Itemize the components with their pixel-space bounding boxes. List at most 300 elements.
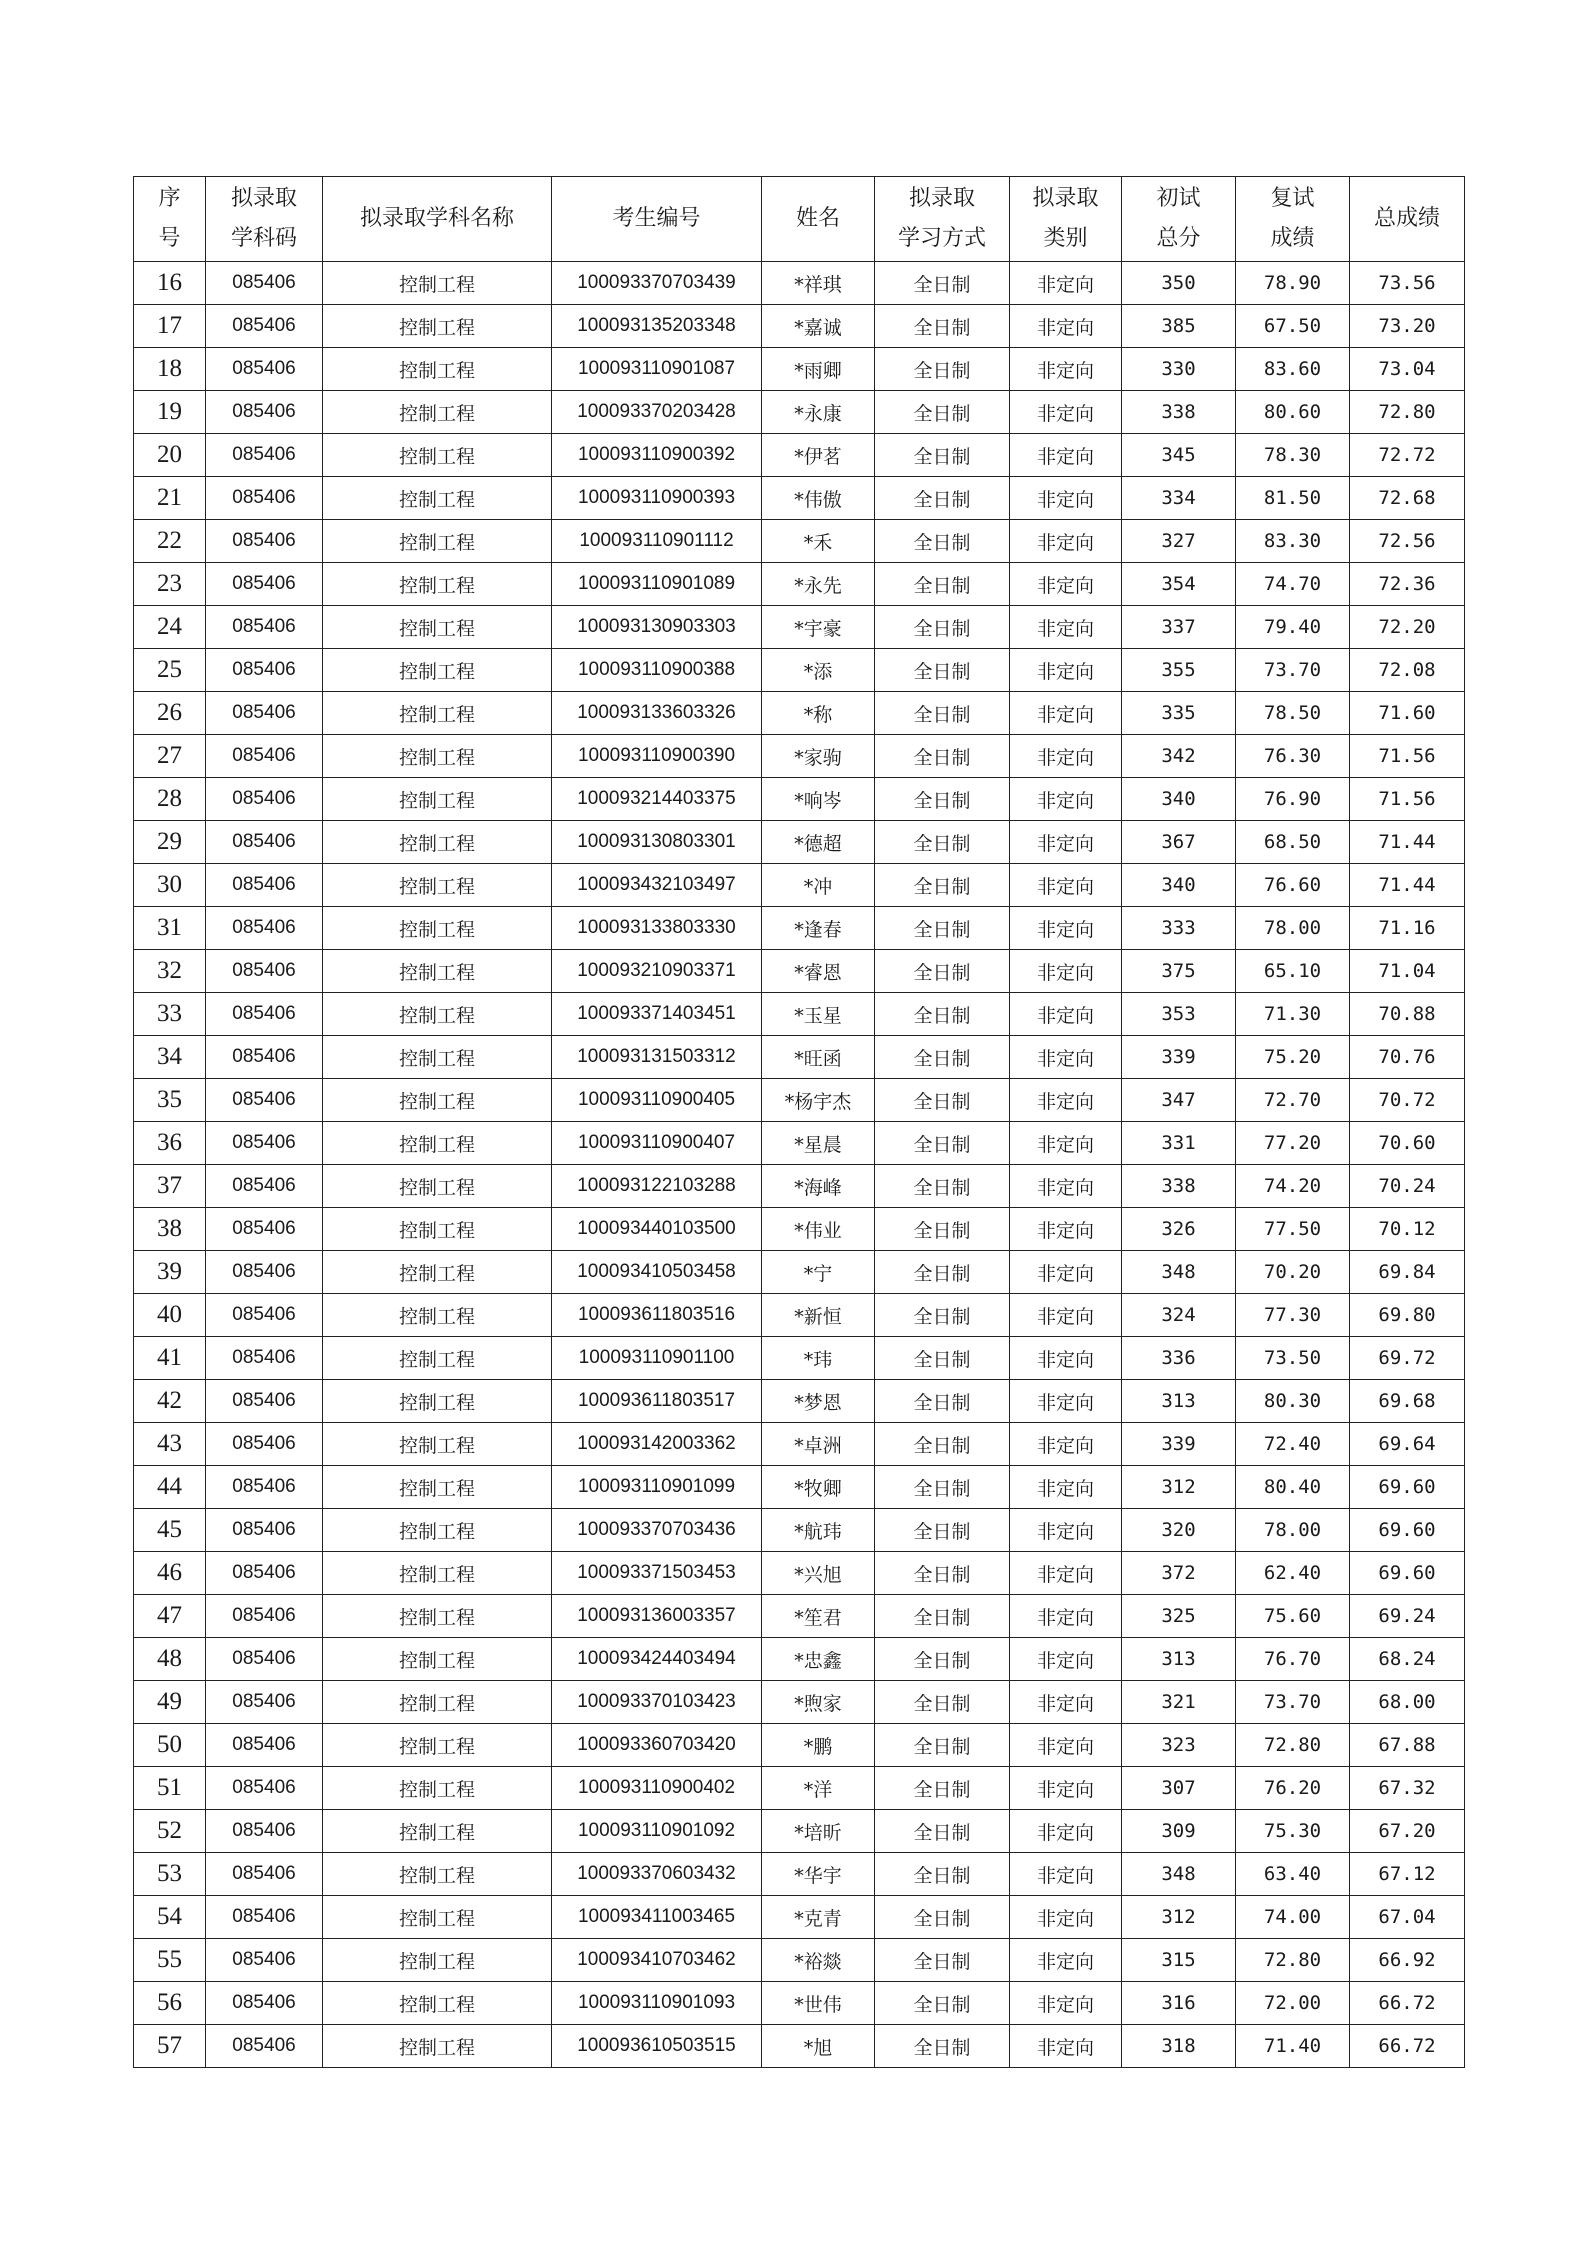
total-score-cell: 67.88 [1350, 1724, 1465, 1767]
subject-code-cell: 085406 [206, 1208, 323, 1251]
total-score-cell: 69.80 [1350, 1294, 1465, 1337]
name-cell: *宇豪 [762, 606, 875, 649]
category-cell: 非定向 [1010, 1251, 1122, 1294]
name-cell: *培昕 [762, 1810, 875, 1853]
subject-name-cell: 控制工程 [323, 1681, 552, 1724]
prelim-score-cell: 312 [1122, 1466, 1236, 1509]
candidate-id-cell: 100093110901099 [552, 1466, 762, 1509]
prelim-score-cell: 307 [1122, 1767, 1236, 1810]
study-mode-cell: 全日制 [875, 1982, 1010, 2025]
retest-score-cell: 76.20 [1236, 1767, 1350, 1810]
table-row [134, 1294, 1465, 1337]
candidate-id-cell: 100093133603326 [552, 692, 762, 735]
subject-name-cell: 控制工程 [323, 1810, 552, 1853]
category-cell: 非定向 [1010, 993, 1122, 1036]
seq-cell: 37 [134, 1165, 206, 1208]
subject-name-cell: 控制工程 [323, 1982, 552, 2025]
subject-name-cell: 控制工程 [323, 1896, 552, 1939]
seq-cell: 23 [134, 563, 206, 606]
table-row [134, 692, 1465, 735]
table-row [134, 391, 1465, 434]
table-row [134, 950, 1465, 993]
category-cell: 非定向 [1010, 1767, 1122, 1810]
retest-score-cell: 76.30 [1236, 735, 1350, 778]
subject-name-cell: 控制工程 [323, 1466, 552, 1509]
candidate-id-cell: 100093110901093 [552, 1982, 762, 2025]
category-cell: 非定向 [1010, 1595, 1122, 1638]
table-row [134, 1208, 1465, 1251]
prelim-score-cell: 354 [1122, 563, 1236, 606]
prelim-score-cell: 339 [1122, 1423, 1236, 1466]
table-row [134, 1810, 1465, 1853]
prelim-score-cell: 375 [1122, 950, 1236, 993]
prelim-score-cell: 353 [1122, 993, 1236, 1036]
name-cell: *添 [762, 649, 875, 692]
header-subject-code: 拟录取 学科码 [206, 177, 323, 262]
subject-name-cell: 控制工程 [323, 821, 552, 864]
prelim-score-cell: 335 [1122, 692, 1236, 735]
subject-code-cell: 085406 [206, 1380, 323, 1423]
subject-code-cell: 085406 [206, 1509, 323, 1552]
table-row [134, 477, 1465, 520]
total-score-cell: 70.88 [1350, 993, 1465, 1036]
retest-score-cell: 77.30 [1236, 1294, 1350, 1337]
candidate-id-cell: 100093122103288 [552, 1165, 762, 1208]
subject-code-cell: 085406 [206, 1165, 323, 1208]
category-cell: 非定向 [1010, 692, 1122, 735]
name-cell: *笙君 [762, 1595, 875, 1638]
subject-name-cell: 控制工程 [323, 520, 552, 563]
seq-cell: 46 [134, 1552, 206, 1595]
retest-score-cell: 80.30 [1236, 1380, 1350, 1423]
name-cell: *伊茗 [762, 434, 875, 477]
table-body [134, 262, 1465, 2068]
subject-name-cell: 控制工程 [323, 1036, 552, 1079]
study-mode-cell: 全日制 [875, 1853, 1010, 1896]
seq-cell: 29 [134, 821, 206, 864]
subject-code-cell: 085406 [206, 735, 323, 778]
study-mode-cell: 全日制 [875, 1380, 1010, 1423]
seq-cell: 45 [134, 1509, 206, 1552]
candidate-id-cell: 100093110901100 [552, 1337, 762, 1380]
seq-cell: 43 [134, 1423, 206, 1466]
prelim-score-cell: 313 [1122, 1638, 1236, 1681]
total-score-cell: 67.04 [1350, 1896, 1465, 1939]
retest-score-cell: 72.70 [1236, 1079, 1350, 1122]
table-row [134, 1853, 1465, 1896]
name-cell: *海峰 [762, 1165, 875, 1208]
total-score-cell: 69.68 [1350, 1380, 1465, 1423]
subject-name-cell: 控制工程 [323, 649, 552, 692]
category-cell: 非定向 [1010, 649, 1122, 692]
subject-code-cell: 085406 [206, 1853, 323, 1896]
header-prelim-score: 初试 总分 [1122, 177, 1236, 262]
seq-cell: 48 [134, 1638, 206, 1681]
study-mode-cell: 全日制 [875, 262, 1010, 305]
name-cell: *卓洲 [762, 1423, 875, 1466]
retest-score-cell: 67.50 [1236, 305, 1350, 348]
name-cell: *冲 [762, 864, 875, 907]
retest-score-cell: 71.40 [1236, 2025, 1350, 2068]
total-score-cell: 71.56 [1350, 778, 1465, 821]
subject-code-cell: 085406 [206, 993, 323, 1036]
candidate-id-cell: 100093135203348 [552, 305, 762, 348]
prelim-score-cell: 325 [1122, 1595, 1236, 1638]
total-score-cell: 73.20 [1350, 305, 1465, 348]
candidate-id-cell: 100093410703462 [552, 1939, 762, 1982]
retest-score-cell: 80.40 [1236, 1466, 1350, 1509]
retest-score-cell: 75.30 [1236, 1810, 1350, 1853]
subject-name-cell: 控制工程 [323, 1251, 552, 1294]
retest-score-cell: 78.00 [1236, 1509, 1350, 1552]
study-mode-cell: 全日制 [875, 348, 1010, 391]
category-cell: 非定向 [1010, 1638, 1122, 1681]
subject-name-cell: 控制工程 [323, 563, 552, 606]
category-cell: 非定向 [1010, 563, 1122, 606]
study-mode-cell: 全日制 [875, 1165, 1010, 1208]
candidate-id-cell: 100093110900390 [552, 735, 762, 778]
category-cell: 非定向 [1010, 778, 1122, 821]
study-mode-cell: 全日制 [875, 477, 1010, 520]
study-mode-cell: 全日制 [875, 1079, 1010, 1122]
name-cell: *永康 [762, 391, 875, 434]
subject-code-cell: 085406 [206, 434, 323, 477]
retest-score-cell: 77.20 [1236, 1122, 1350, 1165]
prelim-score-cell: 318 [1122, 2025, 1236, 2068]
retest-score-cell: 74.70 [1236, 563, 1350, 606]
prelim-score-cell: 324 [1122, 1294, 1236, 1337]
subject-name-cell: 控制工程 [323, 1423, 552, 1466]
candidate-id-cell: 100093110900392 [552, 434, 762, 477]
total-score-cell: 71.16 [1350, 907, 1465, 950]
seq-cell: 16 [134, 262, 206, 305]
candidate-id-cell: 100093370103423 [552, 1681, 762, 1724]
table-row [134, 520, 1465, 563]
candidate-id-cell: 100093110900407 [552, 1122, 762, 1165]
subject-code-cell: 085406 [206, 1122, 323, 1165]
prelim-score-cell: 348 [1122, 1251, 1236, 1294]
total-score-cell: 73.56 [1350, 262, 1465, 305]
category-cell: 非定向 [1010, 1466, 1122, 1509]
candidate-id-cell: 100093110901092 [552, 1810, 762, 1853]
prelim-score-cell: 355 [1122, 649, 1236, 692]
prelim-score-cell: 347 [1122, 1079, 1236, 1122]
retest-score-cell: 78.90 [1236, 262, 1350, 305]
seq-cell: 36 [134, 1122, 206, 1165]
seq-cell: 21 [134, 477, 206, 520]
prelim-score-cell: 385 [1122, 305, 1236, 348]
prelim-score-cell: 340 [1122, 864, 1236, 907]
name-cell: *玮 [762, 1337, 875, 1380]
study-mode-cell: 全日制 [875, 950, 1010, 993]
total-score-cell: 69.24 [1350, 1595, 1465, 1638]
prelim-score-cell: 323 [1122, 1724, 1236, 1767]
seq-cell: 51 [134, 1767, 206, 1810]
name-cell: *称 [762, 692, 875, 735]
seq-cell: 18 [134, 348, 206, 391]
candidate-id-cell: 100093210903371 [552, 950, 762, 993]
category-cell: 非定向 [1010, 1079, 1122, 1122]
subject-code-cell: 085406 [206, 649, 323, 692]
subject-name-cell: 控制工程 [323, 950, 552, 993]
header-study-mode: 拟录取 学习方式 [875, 177, 1010, 262]
subject-name-cell: 控制工程 [323, 1294, 552, 1337]
name-cell: *星晨 [762, 1122, 875, 1165]
seq-cell: 28 [134, 778, 206, 821]
subject-code-cell: 085406 [206, 1466, 323, 1509]
table-row [134, 1552, 1465, 1595]
subject-code-cell: 085406 [206, 1251, 323, 1294]
seq-cell: 49 [134, 1681, 206, 1724]
subject-name-cell: 控制工程 [323, 692, 552, 735]
subject-code-cell: 085406 [206, 907, 323, 950]
table-row [134, 1079, 1465, 1122]
seq-cell: 44 [134, 1466, 206, 1509]
category-cell: 非定向 [1010, 1724, 1122, 1767]
subject-code-cell: 085406 [206, 821, 323, 864]
retest-score-cell: 80.60 [1236, 391, 1350, 434]
name-cell: *祥琪 [762, 262, 875, 305]
table-header-row [134, 177, 1465, 262]
category-cell: 非定向 [1010, 1896, 1122, 1939]
retest-score-cell: 76.70 [1236, 1638, 1350, 1681]
candidate-id-cell: 100093110900405 [552, 1079, 762, 1122]
table-row [134, 821, 1465, 864]
subject-code-cell: 085406 [206, 477, 323, 520]
subject-name-cell: 控制工程 [323, 1767, 552, 1810]
prelim-score-cell: 350 [1122, 262, 1236, 305]
total-score-cell: 72.56 [1350, 520, 1465, 563]
subject-name-cell: 控制工程 [323, 1939, 552, 1982]
table-row [134, 1122, 1465, 1165]
seq-cell: 32 [134, 950, 206, 993]
total-score-cell: 66.92 [1350, 1939, 1465, 1982]
study-mode-cell: 全日制 [875, 692, 1010, 735]
name-cell: *航玮 [762, 1509, 875, 1552]
study-mode-cell: 全日制 [875, 1681, 1010, 1724]
candidate-id-cell: 100093110901087 [552, 348, 762, 391]
name-cell: *伟傲 [762, 477, 875, 520]
retest-score-cell: 77.50 [1236, 1208, 1350, 1251]
total-score-cell: 69.84 [1350, 1251, 1465, 1294]
study-mode-cell: 全日制 [875, 864, 1010, 907]
name-cell: *忠鑫 [762, 1638, 875, 1681]
subject-code-cell: 085406 [206, 1810, 323, 1853]
subject-name-cell: 控制工程 [323, 606, 552, 649]
study-mode-cell: 全日制 [875, 1767, 1010, 1810]
subject-name-cell: 控制工程 [323, 305, 552, 348]
retest-score-cell: 78.30 [1236, 434, 1350, 477]
seq-cell: 26 [134, 692, 206, 735]
candidate-id-cell: 100093370703436 [552, 1509, 762, 1552]
subject-code-cell: 085406 [206, 1337, 323, 1380]
study-mode-cell: 全日制 [875, 1552, 1010, 1595]
name-cell: *洋 [762, 1767, 875, 1810]
table-row [134, 1982, 1465, 2025]
category-cell: 非定向 [1010, 391, 1122, 434]
prelim-score-cell: 372 [1122, 1552, 1236, 1595]
table-row [134, 649, 1465, 692]
header-subject-name: 拟录取学科名称 [323, 177, 552, 262]
seq-cell: 56 [134, 1982, 206, 2025]
prelim-score-cell: 309 [1122, 1810, 1236, 1853]
subject-code-cell: 085406 [206, 1982, 323, 2025]
study-mode-cell: 全日制 [875, 1896, 1010, 1939]
seq-cell: 40 [134, 1294, 206, 1337]
seq-cell: 35 [134, 1079, 206, 1122]
admission-table [133, 176, 1465, 2068]
table-row [134, 606, 1465, 649]
retest-score-cell: 78.00 [1236, 907, 1350, 950]
seq-cell: 19 [134, 391, 206, 434]
total-score-cell: 70.72 [1350, 1079, 1465, 1122]
prelim-score-cell: 345 [1122, 434, 1236, 477]
study-mode-cell: 全日制 [875, 1509, 1010, 1552]
table-row [134, 735, 1465, 778]
subject-code-cell: 085406 [206, 864, 323, 907]
seq-cell: 27 [134, 735, 206, 778]
header-seq: 序 号 [134, 177, 206, 262]
study-mode-cell: 全日制 [875, 2025, 1010, 2068]
study-mode-cell: 全日制 [875, 1251, 1010, 1294]
total-score-cell: 68.00 [1350, 1681, 1465, 1724]
retest-score-cell: 73.50 [1236, 1337, 1350, 1380]
name-cell: *雨卿 [762, 348, 875, 391]
name-cell: *响岑 [762, 778, 875, 821]
table-row [134, 1595, 1465, 1638]
candidate-id-cell: 100093110900388 [552, 649, 762, 692]
candidate-id-cell: 100093424403494 [552, 1638, 762, 1681]
candidate-id-cell: 100093432103497 [552, 864, 762, 907]
study-mode-cell: 全日制 [875, 520, 1010, 563]
table-row [134, 1939, 1465, 1982]
category-cell: 非定向 [1010, 1294, 1122, 1337]
name-cell: *旭 [762, 2025, 875, 2068]
study-mode-cell: 全日制 [875, 1294, 1010, 1337]
subject-code-cell: 085406 [206, 1638, 323, 1681]
name-cell: *嘉诚 [762, 305, 875, 348]
subject-code-cell: 085406 [206, 1767, 323, 1810]
candidate-id-cell: 100093370203428 [552, 391, 762, 434]
prelim-score-cell: 316 [1122, 1982, 1236, 2025]
candidate-id-cell: 100093370703439 [552, 262, 762, 305]
name-cell: *新恒 [762, 1294, 875, 1337]
subject-name-cell: 控制工程 [323, 1724, 552, 1767]
category-cell: 非定向 [1010, 735, 1122, 778]
category-cell: 非定向 [1010, 434, 1122, 477]
candidate-id-cell: 100093371403451 [552, 993, 762, 1036]
study-mode-cell: 全日制 [875, 1337, 1010, 1380]
study-mode-cell: 全日制 [875, 434, 1010, 477]
subject-name-cell: 控制工程 [323, 1638, 552, 1681]
category-cell: 非定向 [1010, 1552, 1122, 1595]
total-score-cell: 70.12 [1350, 1208, 1465, 1251]
candidate-id-cell: 100093110901089 [552, 563, 762, 606]
retest-score-cell: 83.60 [1236, 348, 1350, 391]
category-cell: 非定向 [1010, 1423, 1122, 1466]
seq-cell: 57 [134, 2025, 206, 2068]
subject-code-cell: 085406 [206, 1036, 323, 1079]
category-cell: 非定向 [1010, 1982, 1122, 2025]
category-cell: 非定向 [1010, 1939, 1122, 1982]
prelim-score-cell: 367 [1122, 821, 1236, 864]
name-cell: *旺函 [762, 1036, 875, 1079]
name-cell: *华宇 [762, 1853, 875, 1896]
retest-score-cell: 72.40 [1236, 1423, 1350, 1466]
table-row [134, 305, 1465, 348]
subject-name-cell: 控制工程 [323, 1337, 552, 1380]
category-cell: 非定向 [1010, 1122, 1122, 1165]
table-row [134, 864, 1465, 907]
subject-code-cell: 085406 [206, 391, 323, 434]
seq-cell: 38 [134, 1208, 206, 1251]
subject-code-cell: 085406 [206, 1939, 323, 1982]
prelim-score-cell: 338 [1122, 1165, 1236, 1208]
prelim-score-cell: 326 [1122, 1208, 1236, 1251]
subject-code-cell: 085406 [206, 563, 323, 606]
table-row [134, 1638, 1465, 1681]
prelim-score-cell: 333 [1122, 907, 1236, 950]
category-cell: 非定向 [1010, 1681, 1122, 1724]
candidate-id-cell: 100093130803301 [552, 821, 762, 864]
study-mode-cell: 全日制 [875, 1423, 1010, 1466]
category-cell: 非定向 [1010, 520, 1122, 563]
name-cell: *兴旭 [762, 1552, 875, 1595]
subject-name-cell: 控制工程 [323, 1853, 552, 1896]
category-cell: 非定向 [1010, 1853, 1122, 1896]
category-cell: 非定向 [1010, 2025, 1122, 2068]
retest-score-cell: 62.40 [1236, 1552, 1350, 1595]
category-cell: 非定向 [1010, 1208, 1122, 1251]
name-cell: *牧卿 [762, 1466, 875, 1509]
study-mode-cell: 全日制 [875, 821, 1010, 864]
prelim-score-cell: 334 [1122, 477, 1236, 520]
subject-name-cell: 控制工程 [323, 1509, 552, 1552]
candidate-id-cell: 100093214403375 [552, 778, 762, 821]
seq-cell: 53 [134, 1853, 206, 1896]
category-cell: 非定向 [1010, 821, 1122, 864]
study-mode-cell: 全日制 [875, 778, 1010, 821]
prelim-score-cell: 320 [1122, 1509, 1236, 1552]
candidate-id-cell: 100093411003465 [552, 1896, 762, 1939]
subject-code-cell: 085406 [206, 520, 323, 563]
subject-name-cell: 控制工程 [323, 1380, 552, 1423]
table-row [134, 1251, 1465, 1294]
total-score-cell: 70.60 [1350, 1122, 1465, 1165]
subject-name-cell: 控制工程 [323, 864, 552, 907]
retest-score-cell: 63.40 [1236, 1853, 1350, 1896]
table-row [134, 1380, 1465, 1423]
name-cell: *睿恩 [762, 950, 875, 993]
total-score-cell: 70.24 [1350, 1165, 1465, 1208]
subject-code-cell: 085406 [206, 606, 323, 649]
table-row [134, 907, 1465, 950]
total-score-cell: 72.08 [1350, 649, 1465, 692]
candidate-id-cell: 100093142003362 [552, 1423, 762, 1466]
table-row [134, 1423, 1465, 1466]
table-row [134, 348, 1465, 391]
study-mode-cell: 全日制 [875, 735, 1010, 778]
seq-cell: 30 [134, 864, 206, 907]
retest-score-cell: 70.20 [1236, 1251, 1350, 1294]
candidate-id-cell: 100093110900402 [552, 1767, 762, 1810]
retest-score-cell: 83.30 [1236, 520, 1350, 563]
subject-code-cell: 085406 [206, 305, 323, 348]
total-score-cell: 66.72 [1350, 2025, 1465, 2068]
candidate-id-cell: 100093440103500 [552, 1208, 762, 1251]
retest-score-cell: 73.70 [1236, 649, 1350, 692]
candidate-id-cell: 100093130903303 [552, 606, 762, 649]
